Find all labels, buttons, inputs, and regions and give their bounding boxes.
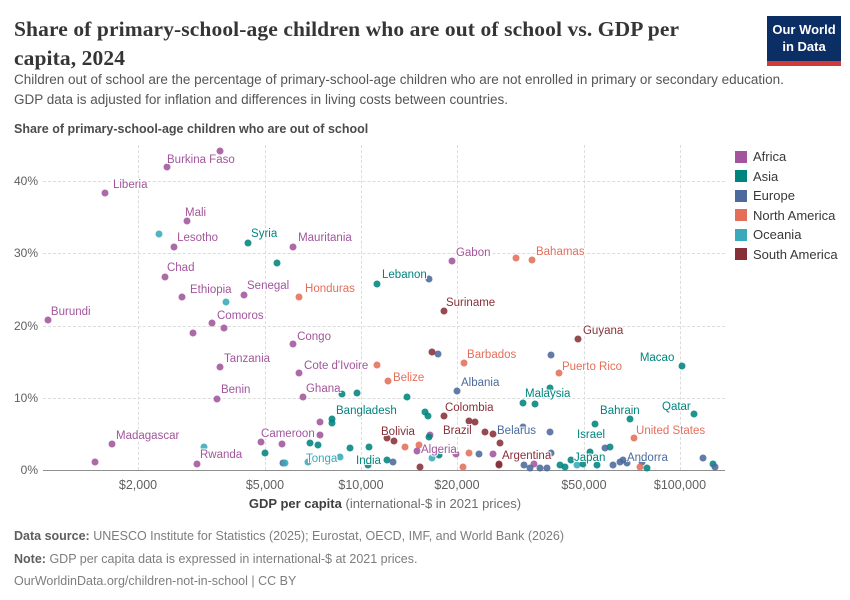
data-point[interactable] [404, 394, 411, 401]
data-point[interactable] [416, 464, 423, 471]
x-tick-label: $50,000 [561, 478, 607, 492]
data-point-belize[interactable] [384, 378, 391, 385]
data-point[interactable] [314, 441, 321, 448]
country-label-malaysia: Malaysia [525, 388, 571, 401]
data-point[interactable] [460, 464, 467, 471]
data-point[interactable] [496, 440, 503, 447]
owid-logo-line1: Our World [772, 22, 836, 37]
country-label-benin: Benin [220, 384, 251, 397]
x-tick-label: $5,000 [245, 478, 285, 492]
data-point-israel[interactable] [591, 420, 598, 427]
country-label-andorra: Andorra [626, 452, 668, 465]
data-source-label: Data source: [14, 529, 90, 543]
data-point[interactable] [643, 464, 650, 471]
data-point[interactable] [261, 450, 268, 457]
data-point[interactable] [699, 454, 706, 461]
data-point-honduras[interactable] [296, 294, 303, 301]
x-axis-line [43, 470, 725, 471]
legend-swatch-europe [735, 190, 747, 202]
x-axis-title [45, 496, 725, 511]
y-gridline [43, 253, 725, 254]
data-point-ethiopia[interactable] [179, 294, 186, 301]
note-label: Note: [14, 551, 46, 566]
data-point[interactable] [489, 451, 496, 458]
country-label-congo: Congo [297, 331, 331, 344]
data-point[interactable] [636, 464, 643, 471]
data-point-madagascar[interactable] [109, 440, 116, 447]
country-label-cote-d-ivoire: Cote d'Ivoire [304, 360, 369, 373]
country-label-suriname: Suriname [445, 297, 496, 310]
y-tick-label: 30% [13, 246, 38, 261]
data-point[interactable] [562, 464, 569, 471]
legend-label-africa: Africa [753, 149, 787, 164]
legend-item-europe[interactable] [735, 188, 838, 203]
x-gridline [584, 145, 585, 470]
country-label-syria: Syria [251, 228, 278, 241]
y-gridline [43, 398, 725, 399]
country-label-mauritania: Mauritania [298, 231, 352, 244]
data-point[interactable] [156, 231, 163, 238]
data-point-cameroon[interactable] [317, 432, 324, 439]
country-label-brazil: Brazil [442, 425, 472, 438]
country-label-mali: Mali [185, 207, 207, 220]
legend [735, 149, 838, 266]
note-line [14, 552, 564, 567]
country-label-macao: Macao [639, 351, 675, 364]
legend-item-africa[interactable] [735, 149, 838, 164]
data-point[interactable] [472, 419, 479, 426]
data-point-lesotho[interactable] [171, 244, 178, 251]
country-label-japan: Japan [574, 452, 606, 465]
x-axis-title-rest: (international-$ in 2021 prices) [345, 496, 522, 511]
legend-item-south-america[interactable] [735, 247, 838, 262]
country-label-algeria: Algeria [421, 444, 457, 457]
x-gridline [138, 145, 139, 470]
legend-swatch-oceania [735, 229, 747, 241]
data-point[interactable] [221, 325, 228, 332]
data-point-qatar[interactable] [691, 411, 698, 418]
legend-label-south-america: South America [753, 246, 838, 262]
x-gridline [265, 145, 266, 470]
legend-swatch-south-america [735, 248, 747, 260]
data-point[interactable] [601, 445, 608, 452]
data-point-liberia[interactable] [101, 189, 108, 196]
data-point[interactable] [711, 464, 718, 471]
data-point[interactable] [307, 440, 314, 447]
country-label-senegal: Senegal [247, 280, 290, 293]
data-point-congo[interactable] [290, 341, 297, 348]
data-point[interactable] [354, 390, 361, 397]
data-point[interactable] [389, 459, 396, 466]
data-point[interactable] [222, 298, 229, 305]
data-point[interactable] [475, 451, 482, 458]
data-point[interactable] [527, 464, 534, 471]
x-tick-label: $100,000 [653, 478, 707, 492]
data-point[interactable] [435, 351, 442, 358]
data-point-syria[interactable] [245, 240, 252, 247]
data-point-tanzania[interactable] [217, 364, 224, 371]
country-label-united-states: United States [636, 425, 706, 438]
owid-logo-line2: in Data [782, 38, 826, 54]
data-point-belarus[interactable] [547, 429, 554, 436]
data-point-andorra[interactable] [616, 459, 623, 466]
legend-label-oceania: Oceania [753, 227, 802, 242]
data-point[interactable] [520, 399, 527, 406]
legend-label-europe: Europe [753, 188, 795, 203]
country-label-ghana: Ghana [305, 383, 341, 396]
country-label-chad: Chad [166, 262, 195, 275]
data-point-lebanon[interactable] [374, 280, 381, 287]
data-point-benin[interactable] [213, 396, 220, 403]
owid-logo [767, 16, 841, 66]
country-label-honduras: Honduras [305, 283, 355, 296]
country-label-ethiopia: Ethiopia [190, 284, 232, 297]
data-point[interactable] [317, 419, 324, 426]
country-label-lebanon: Lebanon [382, 268, 427, 281]
page-title: Share of primary-school-age children who are out of school vs. GDP per capita, 2024 [14, 17, 679, 71]
country-label-puerto-rico: Puerto Rico [561, 361, 623, 374]
legend-swatch-africa [735, 151, 747, 163]
data-point-malaysia[interactable] [532, 401, 539, 408]
data-point[interactable] [465, 450, 472, 457]
y-tick-label: 20% [13, 318, 38, 333]
legend-label-north-america: North America [753, 207, 836, 223]
y-axis-title: Share of primary-school-age children who are out of school [14, 122, 369, 136]
country-label-colombia: Colombia [444, 401, 494, 414]
data-point-macao[interactable] [678, 362, 685, 369]
country-label-bangladesh: Bangladesh [336, 405, 397, 418]
x-gridline [361, 145, 362, 470]
data-point[interactable] [425, 412, 432, 419]
data-point-albania[interactable] [454, 387, 461, 394]
y-tick-label: 0% [20, 463, 38, 477]
chart-footer [14, 529, 564, 597]
country-label-rwanda: Rwanda [199, 449, 243, 462]
y-tick-label: 10% [13, 390, 38, 405]
data-source-text: UNESCO Institute for Statistics (2025); Eurostat, OECD, IMF, and World Bank (2026) [93, 529, 564, 543]
data-point[interactable] [346, 445, 353, 452]
data-point-chad[interactable] [161, 274, 168, 281]
y-tick-label: 40% [13, 174, 38, 188]
data-point[interactable] [513, 254, 520, 261]
country-label-bahrain: Bahrain [600, 405, 640, 418]
legend-item-asia[interactable] [735, 169, 838, 184]
data-point[interactable] [365, 443, 372, 450]
data-point-tonga[interactable] [336, 453, 343, 460]
country-label-tanzania: Tanzania [224, 353, 271, 366]
country-label-lesotho: Lesotho [177, 232, 219, 245]
country-label-belize: Belize [392, 372, 425, 385]
country-label-tonga: Tonga [305, 452, 338, 465]
x-tick-label: $20,000 [434, 478, 480, 492]
note-text: GDP per capita data is expressed in international-$ at 2021 prices. [49, 551, 418, 566]
x-tick-label: $2,000 [118, 478, 158, 492]
country-label-india: India [356, 454, 381, 467]
country-label-comoros: Comoros [217, 309, 264, 322]
data-point-gabon[interactable] [448, 258, 455, 265]
country-label-israel: Israel [576, 428, 606, 441]
data-point[interactable] [374, 361, 381, 368]
x-tick-label: $10,000 [338, 478, 384, 492]
country-label-gabon: Gabon [455, 247, 491, 260]
data-point[interactable] [544, 464, 551, 471]
data-point[interactable] [489, 430, 496, 437]
data-point-senegal[interactable] [241, 292, 248, 299]
data-point-algeria[interactable] [414, 448, 421, 455]
country-label-cameroon: Cameroon [261, 428, 315, 441]
country-label-burkina-faso: Burkina Faso [167, 153, 235, 166]
data-point[interactable] [425, 433, 432, 440]
country-label-qatar: Qatar [662, 401, 691, 414]
data-point-bolivia[interactable] [391, 438, 398, 445]
legend-swatch-north-america [735, 209, 747, 221]
x-axis-title-bold: GDP per capita [248, 496, 342, 511]
data-point[interactable] [91, 459, 98, 466]
legend-item-oceania[interactable] [735, 227, 838, 242]
country-label-argentina: Argentina [502, 450, 552, 463]
country-label-madagascar: Madagascar [116, 429, 180, 442]
citation-link[interactable]: OurWorldinData.org/children-not-in-school | CC BY [14, 574, 297, 588]
data-point[interactable] [274, 260, 281, 267]
data-point[interactable] [189, 330, 196, 337]
data-point-mauritania[interactable] [290, 243, 297, 250]
data-point[interactable] [536, 464, 543, 471]
data-point-bahamas[interactable] [528, 257, 535, 264]
data-point[interactable] [401, 443, 408, 450]
data-point[interactable] [548, 352, 555, 359]
data-point-cote-d-ivoire[interactable] [296, 370, 303, 377]
country-label-albania: Albania [461, 376, 500, 389]
legend-label-asia: Asia [753, 168, 779, 184]
legend-item-north-america[interactable] [735, 208, 838, 223]
data-point[interactable] [429, 348, 436, 355]
data-point[interactable] [282, 459, 289, 466]
chart-subtitle: Children out of school are the percentage of primary-school-age children who are not enrolled in primary or secondary education. GDP data is adjusted for inflation and differences in living costs between countries. [14, 72, 784, 107]
data-point-rwanda[interactable] [193, 461, 200, 468]
data-point-guyana[interactable] [574, 335, 581, 342]
country-label-burundi: Burundi [50, 306, 91, 319]
country-label-liberia: Liberia [112, 178, 148, 191]
data-source-line [14, 529, 564, 544]
data-point[interactable] [278, 440, 285, 447]
data-point-bangladesh[interactable] [329, 416, 336, 423]
country-label-belarus: Belarus [497, 425, 536, 438]
x-gridline [680, 145, 681, 470]
legend-swatch-asia [735, 170, 747, 182]
country-label-barbados: Barbados [467, 349, 517, 362]
country-label-bolivia: Bolivia [381, 426, 415, 439]
data-point-comoros[interactable] [209, 319, 216, 326]
country-label-guyana: Guyana [582, 324, 624, 337]
country-label-bahamas: Bahamas [535, 246, 585, 259]
data-point-brazil[interactable] [481, 429, 488, 436]
